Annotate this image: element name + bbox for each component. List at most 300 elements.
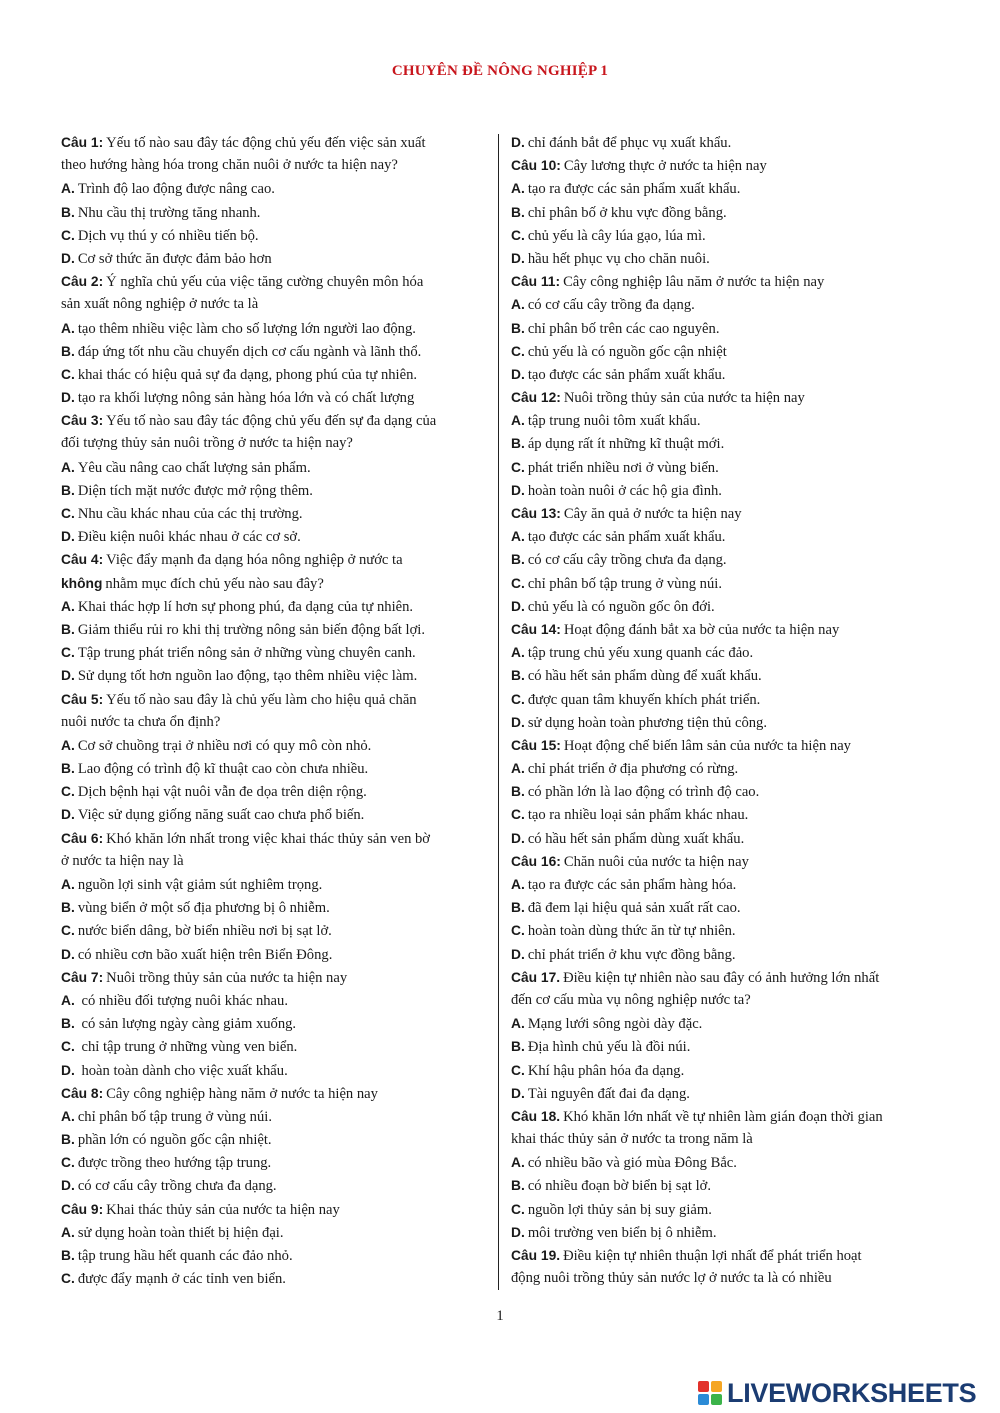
item-text: có hầu hết sản phẩm dùng xuất khẩu. <box>527 830 745 847</box>
liveworksheets-logo-icon <box>697 1380 723 1406</box>
answer-option <box>511 1012 951 1035</box>
item-label: Câu 8: <box>61 1085 104 1101</box>
item-label: Câu 9: <box>61 1201 104 1217</box>
answer-option <box>61 919 491 942</box>
item-label: B. <box>511 320 525 336</box>
item-label: B. <box>511 552 525 568</box>
answer-option <box>61 1105 491 1128</box>
item-text: Mạng lưới sông ngòi dày đặc. <box>527 1016 703 1033</box>
item-label: B. <box>61 900 75 916</box>
item-text: tập trung hầu hết quanh các đảo nhỏ. <box>77 1248 293 1264</box>
item-text: động nuôi trồng thủy sản nước lợ ở nước ta là có nhiều <box>511 1270 832 1287</box>
item-label: C. <box>61 506 75 521</box>
question-line <box>61 131 491 154</box>
answer-option <box>511 525 951 548</box>
item-text: Nhu cầu khác nhau của các thị trường. <box>77 506 303 522</box>
question-line <box>511 386 951 409</box>
item-label: D. <box>511 946 525 962</box>
item-label: D. <box>61 250 75 266</box>
item-text: Ý nghĩa chủ yếu của việc tăng cường chuyên môn hóa <box>106 274 424 291</box>
answer-option <box>511 1174 951 1197</box>
answer-option <box>61 641 491 664</box>
item-text: hoàn toàn nuôi ở các hộ gia đình. <box>527 482 722 499</box>
item-text: Tài nguyên đất đai đa dạng. <box>527 1085 690 1102</box>
item-text: Cơ sở chuồng trại ở nhiều nơi có quy mô còn nhỏ. <box>77 737 372 754</box>
item-label: D. <box>511 598 525 614</box>
answer-option <box>61 1151 491 1174</box>
question-line <box>511 502 951 525</box>
item-text: có cơ cấu cây trồng đa dạng. <box>527 297 695 314</box>
item-label: C. <box>61 227 75 243</box>
item-text: có nhiều bão và gió mùa Đông Bắc. <box>527 1155 737 1172</box>
answer-option <box>511 131 951 154</box>
item-label: D. <box>511 250 525 266</box>
answer-option <box>511 1198 951 1221</box>
item-label: A. <box>61 181 75 197</box>
right-column <box>511 131 951 1290</box>
item-label: Câu 7: <box>61 969 104 985</box>
answer-option <box>61 1244 491 1267</box>
item-label: C. <box>511 343 525 359</box>
item-text: được trồng theo hướng tập trung. <box>77 1155 272 1172</box>
item-label: A. <box>511 1016 525 1032</box>
item-label: B. <box>61 482 75 498</box>
item-text: tạo ra nhiều loại sản phẩm khác nhau. <box>527 807 749 824</box>
item-label: A. <box>61 459 75 475</box>
item-label: A. <box>511 181 525 197</box>
item-label: Câu 12: <box>511 390 561 406</box>
item-label: Câu 16: <box>511 853 561 869</box>
question-continuation <box>511 1128 951 1151</box>
answer-option <box>511 943 951 966</box>
item-label: D. <box>61 1062 75 1078</box>
answer-option <box>511 873 951 896</box>
item-text: chỉ phát triển ở khu vực đồng bằng. <box>527 946 736 963</box>
item-label: C. <box>511 1201 525 1217</box>
item-text: Nhu cầu thị trường tăng nhanh. <box>77 204 261 221</box>
item-label: D. <box>61 390 75 406</box>
answer-option <box>61 1221 491 1244</box>
item-label: D. <box>511 1085 525 1101</box>
question-continuation <box>511 1267 951 1290</box>
item-text: phát triển nhiều nơi ở vùng biển. <box>527 459 719 476</box>
item-label: B. <box>61 1248 75 1263</box>
item-label: B. <box>511 668 525 684</box>
item-label: D. <box>61 668 75 684</box>
item-text: đã đem lại hiệu quả sản xuất rất cao. <box>527 900 741 917</box>
item-text: Khó khăn lớn nhất trong việc khai thác thủy sản ven bờ <box>106 830 431 847</box>
answer-option <box>61 1174 491 1197</box>
item-text: Hoạt động chế biến lâm sản của nước ta hiện nay <box>563 737 851 754</box>
answer-option <box>511 896 951 919</box>
item-text: Điều kiện tự nhiên nào sau đây có ảnh hưởng lớn nhất <box>563 969 880 986</box>
item-text: hầu hết phục vụ cho chăn nuôi. <box>527 250 710 267</box>
item-text: Điều kiện nuôi khác nhau ở các cơ sở. <box>77 529 301 546</box>
item-text: chỉ tập trung ở những vùng ven biển. <box>77 1039 298 1056</box>
answer-option <box>511 548 951 571</box>
item-text: chỉ phát triển ở địa phương có rừng. <box>527 761 739 778</box>
item-text: Dịch bệnh hại vật nuôi vẫn đe dọa trên diện rộng. <box>77 784 367 801</box>
item-label: A. <box>61 1224 75 1240</box>
answer-option <box>511 201 951 224</box>
item-text: tạo ra khối lượng nông sản hàng hóa lớn và có chất lượng <box>77 390 415 407</box>
answer-option <box>511 247 951 270</box>
item-text: Giảm thiểu rủi ro khi thị trường nông sản biến động bất lợi. <box>77 621 426 638</box>
item-label: D. <box>61 946 75 962</box>
item-label: D. <box>61 807 75 823</box>
answer-option <box>61 317 491 340</box>
answer-option <box>61 247 491 270</box>
answer-option <box>511 456 951 479</box>
item-text: chỉ đánh bắt để phục vụ xuất khẩu. <box>527 135 732 151</box>
answer-option <box>61 1128 491 1151</box>
answer-option <box>61 525 491 548</box>
item-label: C. <box>61 923 75 939</box>
item-label: B. <box>511 436 525 452</box>
item-text: Yếu tố nào sau đây tác động chủ yếu đến việc sản xuất <box>106 135 426 151</box>
item-text: Nuôi trồng thủy sản của nước ta hiện nay <box>106 969 348 986</box>
answer-option <box>511 827 951 850</box>
item-text: Địa hình chủ yếu là đồi núi. <box>527 1039 691 1056</box>
answer-option <box>511 224 951 247</box>
answer-option <box>511 1082 951 1105</box>
item-label: C. <box>61 1271 75 1287</box>
item-label: Câu 17. <box>511 969 561 985</box>
item-text: tạo ra được các sản phẩm xuất khẩu. <box>527 181 741 198</box>
item-text: được quan tâm khuyến khích phát triển. <box>527 691 761 708</box>
answer-option <box>61 1267 491 1290</box>
question-line <box>61 688 491 711</box>
item-label: C. <box>511 923 525 939</box>
item-label: A. <box>511 877 525 892</box>
item-text: chỉ phân bố tập trung ở vùng núi. <box>77 1108 272 1125</box>
answer-option <box>511 317 951 340</box>
answer-option <box>511 803 951 826</box>
column-divider <box>498 134 499 1290</box>
item-label: D. <box>511 482 525 498</box>
item-text: tạo thêm nhiều việc làm cho số lượng lớn người lao động. <box>77 320 416 337</box>
answer-option <box>61 386 491 409</box>
item-text: nuôi nước ta chưa ổn định? <box>61 713 221 730</box>
answer-option <box>511 479 951 502</box>
answer-option <box>511 688 951 711</box>
question-line <box>61 1198 491 1221</box>
answer-option <box>61 896 491 919</box>
answer-option <box>511 1059 951 1082</box>
item-label: Câu 1: <box>61 135 104 150</box>
item-text: Cây công nghiệp hàng năm ở nước ta hiện nay <box>106 1085 378 1102</box>
item-text: Việc sử dụng giống năng suất cao chưa phổ biến. <box>77 807 365 824</box>
item-text: tập trung chủ yếu xung quanh các đảo. <box>527 645 754 662</box>
answer-option <box>61 1035 491 1058</box>
answer-option <box>61 943 491 966</box>
answer-option <box>61 664 491 687</box>
question-continuation <box>61 154 491 177</box>
answer-option <box>511 1151 951 1174</box>
item-text: chủ yếu là có nguồn gốc ôn đới. <box>527 598 715 615</box>
item-text: nước biển dâng, bờ biển nhiều nơi bị sạt lở. <box>77 923 332 940</box>
item-label: A. <box>61 320 75 336</box>
answer-option <box>61 363 491 386</box>
item-text: có nhiều đối tượng nuôi khác nhau. <box>77 992 288 1009</box>
item-text: Tập trung phát triển nông sản ở những vùng chuyên canh. <box>77 645 416 662</box>
item-label: A. <box>511 761 525 777</box>
question-line <box>61 548 491 571</box>
item-label: A. <box>61 737 75 753</box>
item-text: ở nước ta hiện nay là <box>61 852 184 869</box>
item-text: có hầu hết sản phẩm dùng để xuất khẩu. <box>527 668 762 685</box>
item-text: nhằm mục đích chủ yếu nào sau đây? <box>105 575 324 592</box>
item-label: D. <box>511 1224 525 1240</box>
item-label: D. <box>511 135 525 150</box>
item-text: đối tượng thủy sản nuôi trồng ở nước ta hiện nay? <box>61 435 353 452</box>
item-label: Câu 11: <box>511 274 561 290</box>
item-label: C. <box>511 459 525 475</box>
answer-option <box>511 177 951 200</box>
item-text: chủ yếu là có nguồn gốc cận nhiệt <box>527 343 727 360</box>
item-text: nguồn lợi sinh vật giảm sút nghiêm trọng. <box>77 877 323 893</box>
item-label: C. <box>61 366 75 382</box>
item-text: tạo được các sản phẩm xuất khẩu. <box>527 366 726 383</box>
item-label: B. <box>61 204 75 220</box>
answer-option <box>61 734 491 757</box>
answer-option <box>61 873 491 896</box>
item-text: chỉ phân bố tập trung ở vùng núi. <box>527 575 722 592</box>
answer-option <box>61 757 491 780</box>
item-text: Cây công nghiệp lâu năm ở nước ta hiện nay <box>563 274 825 291</box>
item-text: sản xuất nông nghiệp ở nước ta là <box>61 296 259 313</box>
question-continuation <box>511 989 951 1012</box>
question-line <box>511 734 951 757</box>
answer-option <box>61 803 491 826</box>
question-continuation <box>61 293 491 316</box>
item-label: A. <box>61 1108 75 1124</box>
answer-option <box>511 572 951 595</box>
item-text: Cơ sở thức ăn được đảm bảo hơn <box>77 250 272 267</box>
item-label: B. <box>61 1132 75 1148</box>
answer-option <box>511 757 951 780</box>
item-text: chỉ phân bố trên các cao nguyên. <box>527 320 720 337</box>
answer-option <box>511 780 951 803</box>
item-text: Việc đẩy mạnh đa dạng hóa nông nghiệp ở nước ta <box>106 552 403 569</box>
item-label: Câu 6: <box>61 830 104 846</box>
item-label: Câu 3: <box>61 413 104 429</box>
item-label: B. <box>61 761 75 777</box>
item-label: C. <box>511 691 525 707</box>
item-text: đến cơ cấu mùa vụ nông nghiệp nước ta? <box>511 991 751 1008</box>
item-text: được đẩy mạnh ở các tỉnh ven biển. <box>77 1271 286 1288</box>
item-text: tạo ra được các sản phẩm hàng hóa. <box>527 877 737 893</box>
item-label: B. <box>511 900 525 916</box>
item-text: Trình độ lao động được nâng cao. <box>77 181 275 198</box>
item-text: sử dụng hoàn toàn thiết bị hiện đại. <box>77 1224 284 1241</box>
item-label: B. <box>511 1039 525 1055</box>
answer-option <box>511 1035 951 1058</box>
item-label: B. <box>511 204 525 220</box>
answer-option <box>511 595 951 618</box>
item-label: C. <box>511 227 525 243</box>
question-continuation <box>61 432 491 455</box>
item-text: khai thác thủy sản ở nước ta trong năm là <box>511 1131 753 1148</box>
answer-option <box>511 409 951 432</box>
item-label: Câu 14: <box>511 621 561 637</box>
item-label: C. <box>61 645 75 661</box>
document-title: CHUYÊN ĐỀ NÔNG NGHIỆP 1 <box>391 63 609 79</box>
item-label: D. <box>61 1178 75 1194</box>
question-line <box>511 850 951 873</box>
item-label: C. <box>511 575 525 591</box>
item-text: Khó khăn lớn nhất về tự nhiên làm gián đoạn thời gian <box>563 1108 883 1125</box>
item-text: Yếu tố nào sau đây tác động chủ yếu đến sự đa dạng của <box>106 413 437 430</box>
item-label: Câu 5: <box>61 691 104 707</box>
item-text: Yêu cầu nâng cao chất lượng sản phẩm. <box>77 459 311 476</box>
item-text: Chăn nuôi của nước ta hiện nay <box>563 853 749 870</box>
item-label: D. <box>511 830 525 846</box>
item-label: D. <box>61 529 75 545</box>
item-text: Cây ăn quả ở nước ta hiện nay <box>563 506 742 522</box>
item-text: Diện tích mặt nước được mở rộng thêm. <box>77 482 313 499</box>
item-text: chỉ phân bố ở khu vực đồng bằng. <box>527 204 727 221</box>
item-label: B. <box>61 343 75 359</box>
answer-option <box>61 989 491 1012</box>
answer-option <box>511 664 951 687</box>
answer-option <box>511 293 951 316</box>
item-text: Dịch vụ thú y có nhiều tiến bộ. <box>77 227 259 244</box>
item-label: C. <box>61 784 75 800</box>
question-line <box>511 270 951 293</box>
item-text: Khai thác hợp lí hơn sự phong phú, đa dạng của tự nhiên. <box>77 598 414 615</box>
answer-option <box>61 177 491 200</box>
item-label: không <box>61 575 103 591</box>
item-label: C. <box>61 1155 75 1171</box>
answer-option <box>61 618 491 641</box>
answer-option <box>61 340 491 363</box>
item-label: A. <box>61 877 75 892</box>
item-text: có sản lượng ngày càng giảm xuống. <box>77 1016 297 1033</box>
item-text: đáp ứng tốt nhu cầu chuyển dịch cơ cấu ngành và lãnh thổ. <box>77 343 422 360</box>
item-label: C. <box>61 1039 75 1055</box>
item-label: A. <box>511 645 525 661</box>
question-line <box>61 966 491 989</box>
item-text: phần lớn có nguồn gốc cận nhiệt. <box>77 1132 272 1149</box>
answer-option <box>61 224 491 247</box>
question-line <box>511 618 951 641</box>
answer-option <box>61 780 491 803</box>
question-line <box>511 966 951 989</box>
brand-wordmark: LIVEWORKSHEETS <box>727 1377 977 1408</box>
item-text: khai thác có hiệu quả sự đa dạng, phong phú của tự nhiên. <box>77 366 418 383</box>
item-label: A. <box>61 992 75 1008</box>
item-label: Câu 19. <box>511 1248 561 1263</box>
answer-option <box>61 201 491 224</box>
item-text: có nhiều cơn bão xuất hiện trên Biển Đông. <box>77 946 333 963</box>
item-label: Câu 15: <box>511 737 561 753</box>
item-label: Câu 10: <box>511 158 561 174</box>
item-text: Cây lương thực ở nước ta hiện nay <box>563 158 767 175</box>
item-text: hoàn toàn dành cho việc xuất khẩu. <box>77 1062 288 1079</box>
item-text: Khí hậu phân hóa đa dạng. <box>527 1062 685 1079</box>
question-line <box>61 1082 491 1105</box>
item-text: có cơ cấu cây trồng chưa đa dạng. <box>77 1178 277 1195</box>
answer-option <box>61 595 491 618</box>
item-text: nguồn lợi thủy sản bị suy giảm. <box>527 1201 712 1218</box>
item-label: C. <box>511 1062 525 1078</box>
item-text: Yếu tố nào sau đây là chủ yếu làm cho hiệu quả chăn <box>106 691 417 708</box>
item-text: có nhiều đoạn bờ biển bị sạt lở. <box>527 1178 712 1195</box>
item-label: B. <box>511 784 525 800</box>
item-text: chủ yếu là cây lúa gạo, lúa mì. <box>527 227 706 244</box>
item-label: A. <box>511 297 525 313</box>
answer-option <box>511 711 951 734</box>
answer-option <box>511 432 951 455</box>
item-label: A. <box>511 413 525 429</box>
answer-option <box>61 572 491 595</box>
item-label: D. <box>511 714 525 730</box>
answer-option <box>511 641 951 664</box>
question-line <box>61 270 491 293</box>
question-continuation <box>61 711 491 734</box>
item-text: Sử dụng tốt hơn nguồn lao động, tạo thêm nhiều việc làm. <box>77 668 418 685</box>
item-text: Điều kiện tự nhiên thuận lợi nhất để phát triển hoạt <box>563 1248 862 1264</box>
question-line <box>511 1105 951 1128</box>
item-text: hoàn toàn dùng thức ăn từ tự nhiên. <box>527 923 736 940</box>
item-text: tạo được các sản phẩm xuất khẩu. <box>527 529 726 546</box>
answer-option <box>61 479 491 502</box>
answer-option <box>61 1012 491 1035</box>
answer-option <box>511 340 951 363</box>
item-text: sử dụng hoàn toàn phương tiện thủ công. <box>527 714 767 731</box>
answer-option <box>61 502 491 525</box>
item-text: có cơ cấu cây trồng chưa đa dạng. <box>527 552 727 569</box>
item-label: B. <box>61 1016 75 1032</box>
item-text: Khai thác thủy sản của nước ta hiện nay <box>106 1201 340 1218</box>
question-line <box>511 1244 951 1267</box>
item-text: có phần lớn là lao động có trình độ cao. <box>527 784 760 801</box>
question-continuation <box>61 850 491 873</box>
left-column <box>61 131 491 1290</box>
item-label: A. <box>511 1155 525 1171</box>
item-label: Câu 2: <box>61 274 104 290</box>
item-label: D. <box>511 366 525 382</box>
item-label: B. <box>61 621 75 637</box>
item-text: theo hướng hàng hóa trong chăn nuôi ở nước ta hiện nay? <box>61 157 398 174</box>
item-label: Câu 4: <box>61 552 104 568</box>
liveworksheets-brand[interactable] <box>697 1378 976 1408</box>
item-label: B. <box>511 1178 525 1194</box>
answer-option <box>511 919 951 942</box>
item-text: môi trường ven biển bị ô nhiễm. <box>527 1224 717 1241</box>
item-text: Lao động có trình độ kĩ thuật cao còn chưa nhiều. <box>77 761 369 778</box>
item-text: vùng biển ở một số địa phương bị ô nhiễm. <box>77 900 330 917</box>
answer-option <box>511 1221 951 1244</box>
answer-option <box>61 456 491 479</box>
item-text: áp dụng rất ít những kĩ thuật mới. <box>527 436 725 453</box>
item-label: A. <box>61 598 75 614</box>
item-text: tập trung nuôi tôm xuất khẩu. <box>527 413 701 430</box>
item-label: Câu 13: <box>511 506 561 521</box>
item-label: A. <box>511 529 525 545</box>
question-line <box>511 154 951 177</box>
answer-option <box>511 363 951 386</box>
question-line <box>61 827 491 850</box>
question-line <box>61 409 491 432</box>
item-label: C. <box>511 807 525 823</box>
item-label: Câu 18. <box>511 1108 561 1124</box>
item-text: Nuôi trồng thủy sản của nước ta hiện nay <box>563 390 805 407</box>
item-text: Hoạt động đánh bắt xa bờ của nước ta hiện nay <box>563 621 840 638</box>
answer-option <box>61 1059 491 1082</box>
page-number: 1 <box>496 1308 504 1324</box>
